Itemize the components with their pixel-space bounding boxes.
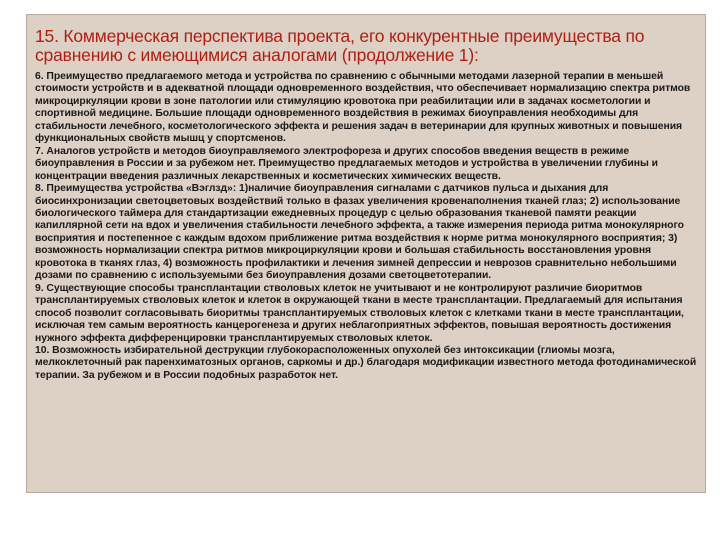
paragraph-item-9: 9. Существующие способы трансплантации стволовых клеток не учитывают и не контролируют различие биоритмов трансплантируемых стволовых клеток и клеток в окружающей ткани в месте трансплантации. Предлагаемый для испытания способ позволит согласовывать биоритмы трансплантируемых стволовых клеток с клетками ткани в месте трансплантации, исключая тем самым вероятность канцерогенеза и других неблагоприятных эффектов, повышая вероятность достижения нужного эффекта дифференцировки трансплантируемых стволовых клеток. [35,282,684,344]
slide-body [35,71,697,382]
slide-title: 15. Коммерческая перспектива проекта, его конкурентные преимущества по сравнению с имеющимися аналогами (продолжение 1): [35,26,645,65]
paragraph-item-7: 7. Аналогов устройств и методов биоуправляемого электрофореза и других способов введения веществ в режиме биоуправления в России и за рубежом нет. Преимущество предлагаемых методов и устройства в увеличении глубины и концентрации введения различных лекарственных и косметических химических веществ. [35,145,658,182]
paragraph-item-10: 10. Возможность избирательной деструкции глубокорасположенных опухолей без интоксикации (глиомы мозга, мелкоклеточный рак паренхиматозных органов, саркомы и др.) благодаря модификации известного метода фотодинамической терапии. За рубежом и в России подобных разработок нет. [35,344,697,381]
paragraph-item-6: 6. Преимущество предлагаемого метода и устройства по сравнению с обычными методами лазерной терапии в меньшей стоимости устройств и в адекватной площади одновременного воздействия, что обеспечивает нормализацию спектра ритмов микроциркуляции крови в зоне патологии или стимуляцию кровотока при реабилитации или в задачах косметологии и спортивной медицине. Большие площади одновременного воздействия в режимах биоуправления необходимы для стабильности лечебного, косметологического эффекта и решения задач в ветеринарии для крупных животных и повышения функциональных свойств мышц у спортсменов. [35,71,691,145]
content-panel [26,14,706,493]
paragraph-item-8: 8. Преимущества устройства «Вэглзд»: 1)наличие биоуправления сигналами с датчиков пульса и дыхания для биосинхронизации светоцветовых воздействий только в фазах увеличения кровенаполнения тканей глаз; 2) использование биологического таймера для стандартизации ежедневных процедур с целью образования тканевой памяти реакции капиллярной сети на вдох и увеличения стабильности лечебного эффекта, а также измерения периода ритма монокулярного восприятия и постепенное с каждым вдохом приближение ритма воздействия к норме ритма монокулярного восприятия; 3) возможность нормализации спектра ритмов микроциркуляции крови и большая стабильность восстановления уровня кровотока в тканях глаз, 4) возможность профилактики и лечения зимней депрессии и неврозов сравнительно небольшими дозами по сравнению с используемыми без биоуправления дозами светоцветотерапии. [35,183,684,282]
